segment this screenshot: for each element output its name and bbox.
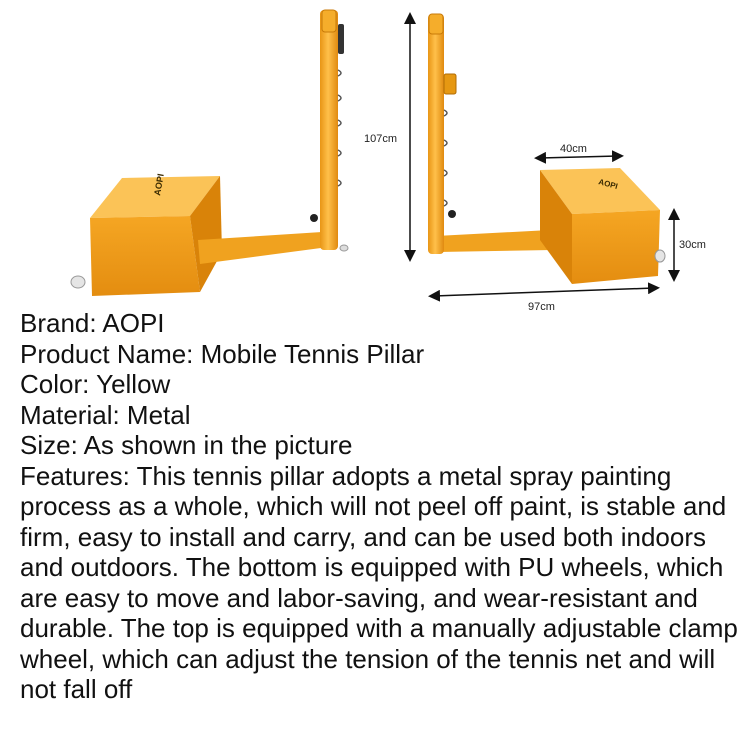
left-wheel — [71, 276, 85, 288]
left-clamp-wheel — [338, 24, 344, 54]
left-pole — [320, 10, 338, 250]
right-base-arm — [436, 230, 552, 252]
top-width-label: 40cm — [560, 143, 587, 155]
total-length-arrow — [434, 288, 654, 296]
spec-features: Features: This tennis pillar adopts a metal spray painting process as a whole, which will not peel off paint, is stable and firm, easy to install and carry, and can be used both indoors and outdoors. The bottom is equipped with PU wheels, which are easy to move and labor-saving, and wear-resistant and durable. The top is equipped with a manually adjustable clamp wheel, which can adjust the tension of the tennis net and will not fall off — [20, 460, 738, 704]
left-post — [71, 10, 348, 296]
spec-size: Size: As shown in the picture — [20, 430, 353, 460]
left-net-hooks — [338, 70, 341, 186]
right-post — [428, 14, 665, 284]
right-pole-cap — [429, 14, 443, 34]
right-pole — [428, 14, 444, 254]
right-wheel — [655, 250, 665, 262]
box-height-label: 30cm — [679, 239, 706, 251]
top-width-arrow — [540, 156, 618, 158]
right-net-hooks — [444, 110, 447, 206]
left-knob — [310, 214, 318, 222]
spec-product-name: Product Name: Mobile Tennis Pillar — [20, 338, 425, 369]
total-length-label: 97cm — [528, 301, 555, 310]
spec-brand: Brand: AOPI — [20, 308, 165, 338]
left-box-logo: AOPI — [152, 172, 166, 197]
right-clamp-block — [444, 74, 456, 94]
right-knob — [448, 210, 456, 218]
spec-list — [20, 308, 745, 705]
spec-color: Color: Yellow — [20, 369, 171, 399]
left-front-wheel — [340, 245, 348, 251]
product-figure — [0, 0, 750, 310]
right-box-front — [572, 210, 660, 284]
left-box-front — [90, 216, 200, 296]
right-box-logo: AOPI — [597, 177, 619, 191]
left-pole-cap — [322, 10, 336, 32]
spec-material: Material: Metal — [20, 399, 191, 430]
height-label: 107cm — [364, 133, 398, 145]
